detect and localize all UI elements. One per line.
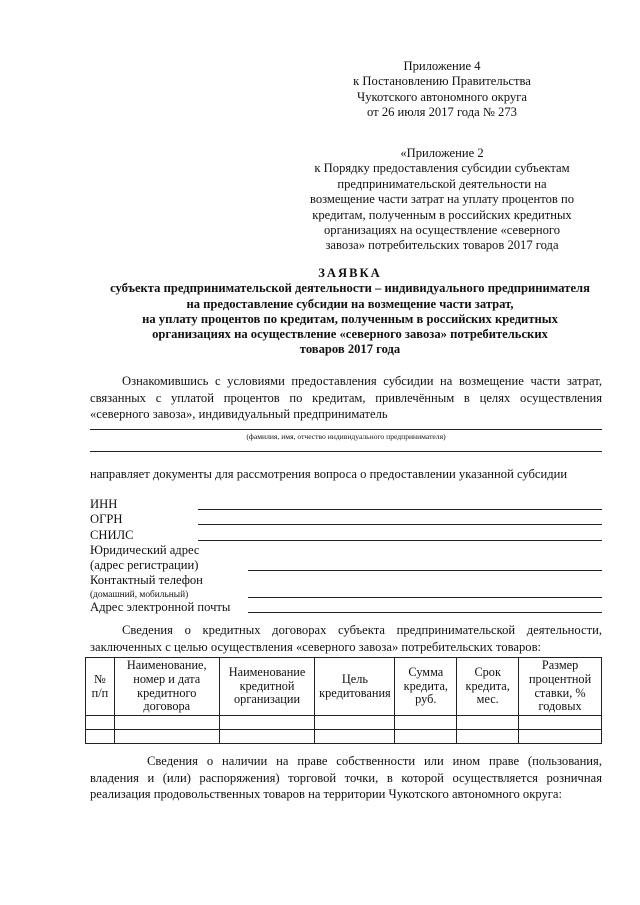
loans-intro-line: заключенных с целью осуществления «северного завоза» потребительских товаров: (90, 639, 542, 654)
sends-docs-text: направляет документы для рассмотрения вопроса о предоставлении указанной субсидии (90, 467, 568, 481)
table-cell[interactable] (219, 716, 315, 730)
legal-address-field[interactable] (248, 570, 602, 571)
entrepreneur-name-line[interactable] (90, 429, 602, 430)
title-line: организациях на осуществление «северного завоза» потребительских (152, 327, 548, 342)
ogrn-label: ОГРН (90, 512, 123, 526)
annex-2-line: завоза» потребительских товаров 2017 года (325, 238, 559, 253)
annex-2-line: организациях на осуществление «северного (323, 223, 561, 238)
table-cell[interactable] (114, 716, 219, 730)
property-line: Сведения о наличии на праве собственности или ином праве (пользования, (147, 754, 602, 768)
table-cell[interactable] (219, 730, 315, 744)
annex-2-line: «Приложение 2 (400, 146, 484, 160)
annex-2-line: кредитам, полученным в российских кредитных (312, 207, 572, 222)
property-line: владения и (или) распоряжения) торговой точки, в которой осуществляется розничная (90, 770, 602, 785)
legal-address-note: (адрес регистрации) (90, 558, 199, 572)
table-cell[interactable] (395, 730, 457, 744)
annex-2-line: предпринимательской деятельности на (337, 176, 547, 191)
header-bank: Наименование кредитной организации (219, 658, 315, 716)
table-row (86, 716, 602, 730)
annex-4-line: от 26 июля 2017 года № 273 (367, 105, 517, 120)
table-cell[interactable] (86, 730, 115, 744)
table-cell[interactable] (519, 716, 602, 730)
annex-2-line: возмещение части затрат на уплату процентов по (309, 192, 575, 207)
document-title (60, 266, 640, 358)
inn-label: ИНН (90, 497, 118, 511)
annex-4-line: Приложение 4 (403, 59, 481, 73)
title-line: товаров 2017 года (299, 342, 401, 357)
annex-2-line: к Порядку предоставления субсидии субъектам (314, 161, 570, 176)
table-row (86, 730, 602, 744)
title-main: ЗАЯВКА (318, 266, 382, 280)
header-number: № п/п (86, 658, 115, 716)
title-line: на уплату процентов по кредитам, полученным в российских кредитных (142, 311, 558, 326)
table-cell[interactable] (315, 730, 395, 744)
header-amount: Сумма кредита, руб. (395, 658, 457, 716)
table-cell[interactable] (86, 716, 115, 730)
intro-line: Ознакомившись с условиями предоставления субсидии на возмещение части затрат, (122, 374, 602, 388)
intro-line: связанных с уплатой процентов по кредитам, привлечённым в целях осуществления (90, 390, 602, 405)
table-cell[interactable] (457, 730, 519, 744)
intro-paragraph (90, 373, 602, 423)
entrepreneur-name-line-2[interactable] (90, 451, 602, 452)
loan-agreements-table (85, 657, 602, 744)
phone-note: (домашний, мобильный) (90, 590, 189, 600)
annex-4-header (300, 59, 584, 121)
email-label: Адрес электронной почты (90, 600, 231, 614)
header-rate: Размер процентной ставки, % годовых (519, 658, 602, 716)
table-cell[interactable] (114, 730, 219, 744)
table-cell[interactable] (457, 716, 519, 730)
loans-intro-line: Сведения о кредитных договорах субъекта предпринимательской деятельности, (122, 623, 602, 637)
annex-2-header (300, 146, 584, 254)
title-line: субъекта предпринимательской деятельности – индивидуального предпринимателя (110, 281, 590, 296)
header-term: Срок кредита, мес. (457, 658, 519, 716)
annex-4-line: к Постановлению Правительства (353, 74, 531, 89)
property-paragraph (90, 753, 602, 803)
property-line: реализация продовольственных товаров на территории Чукотского автономного округа: (90, 787, 563, 802)
table-header-row (86, 658, 602, 716)
title-line: на предоставление субсидии на возмещение части затрат, (186, 296, 514, 311)
table-cell[interactable] (395, 716, 457, 730)
phone-field[interactable] (248, 597, 602, 598)
header-agreement: Наименование, номер и дата кредитного договора (114, 658, 219, 716)
ogrn-field[interactable] (198, 524, 602, 525)
name-caption: (фамилия, имя, отчество индивидуального предпринимателя) (246, 432, 446, 441)
annex-4-line: Чукотского автономного округа (357, 89, 527, 104)
email-field[interactable] (248, 612, 602, 613)
phone-label: Контактный телефон (90, 573, 203, 587)
inn-field[interactable] (198, 509, 602, 510)
legal-address-label: Юридический адрес (90, 543, 200, 557)
intro-line: «северного завоза», индивидуальный предприниматель (90, 407, 388, 422)
header-purpose: Цель кредитования (315, 658, 395, 716)
snils-field[interactable] (198, 540, 602, 541)
table-cell[interactable] (519, 730, 602, 744)
loans-intro (90, 622, 602, 655)
snils-label: СНИЛС (90, 528, 134, 542)
table-cell[interactable] (315, 716, 395, 730)
